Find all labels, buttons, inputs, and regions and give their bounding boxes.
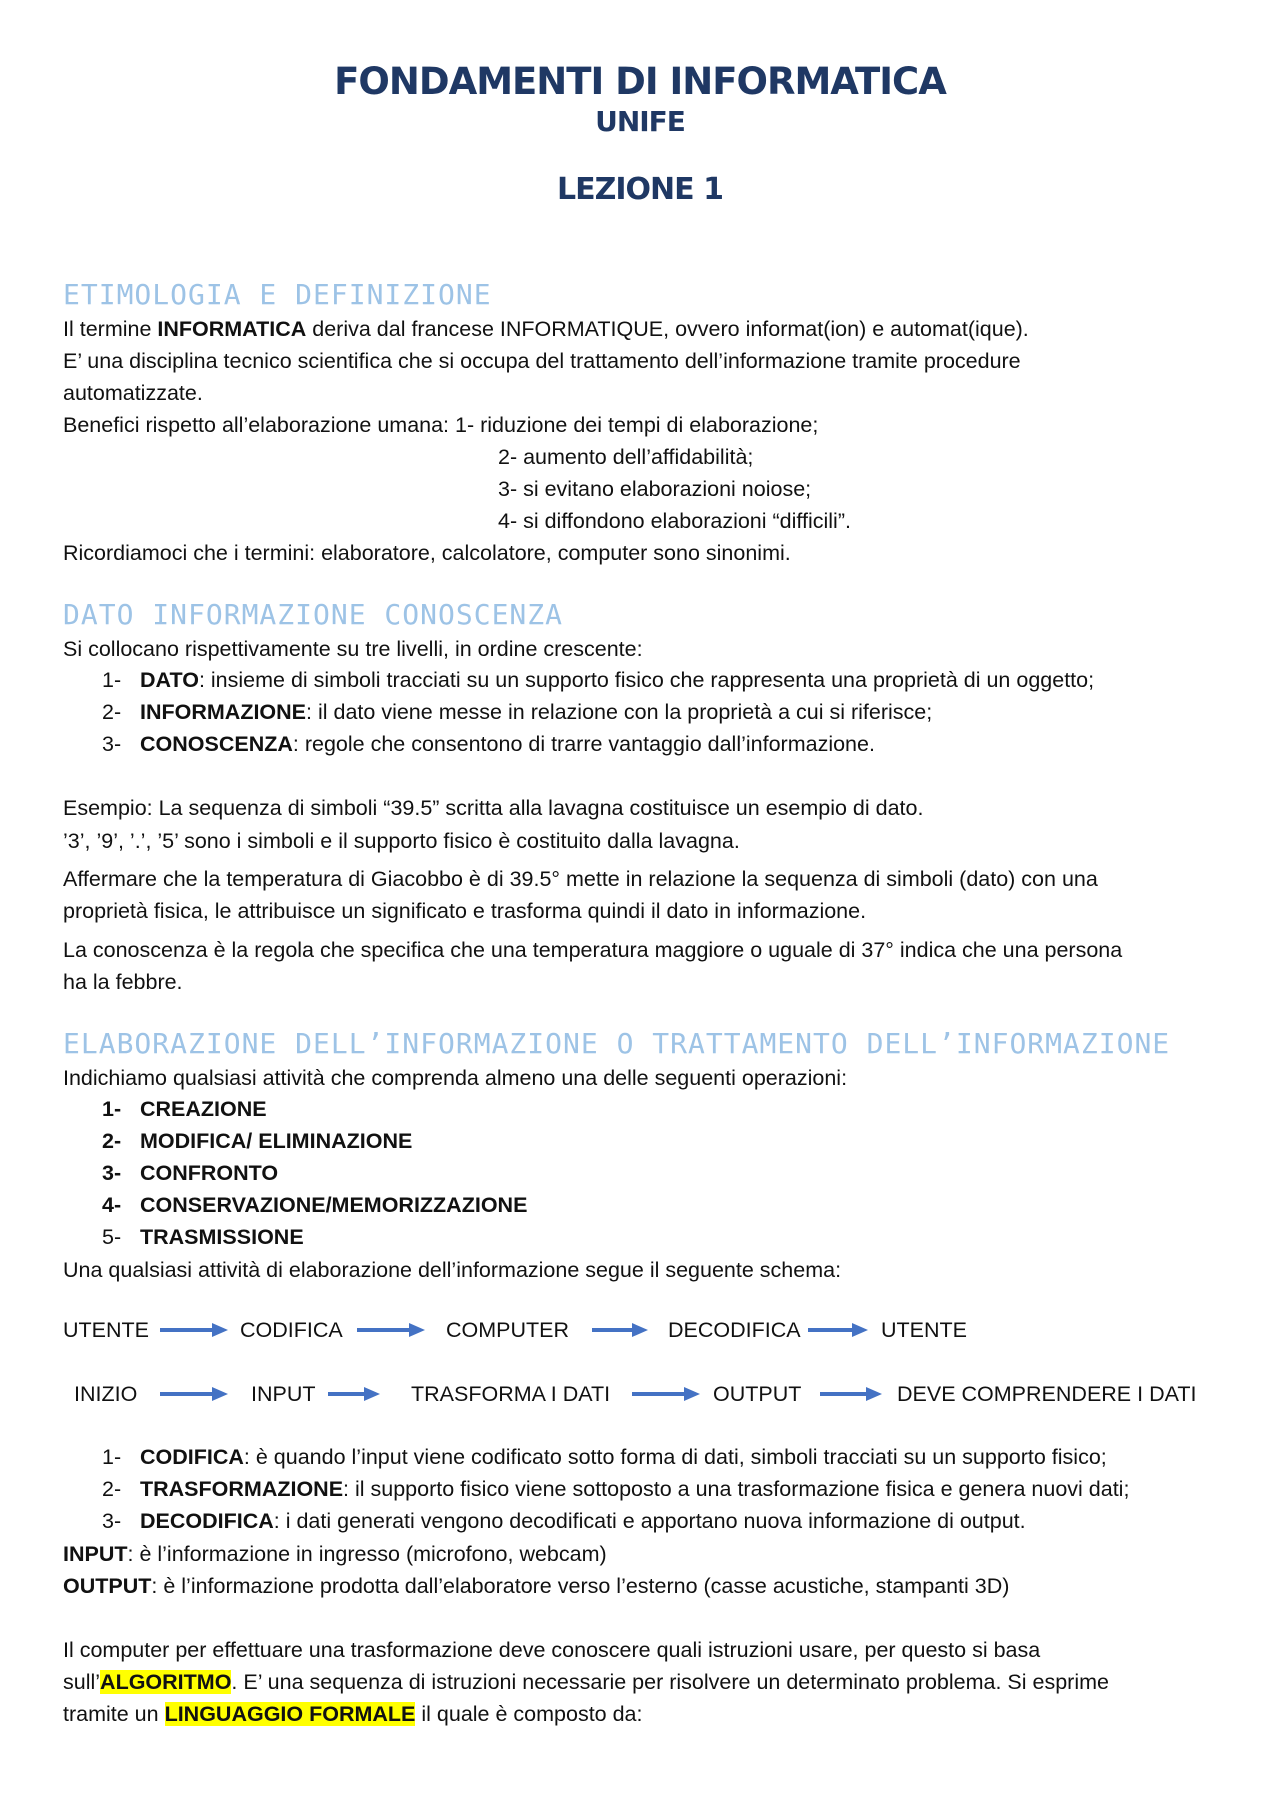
bold-term: INFORMATICA [157,317,307,341]
text: : è l’informazione prodotta dall’elaboratore verso l’esterno (casse acustiche, stampanti 3D) [151,1574,1010,1598]
text: il quale è composto da: [415,1702,643,1726]
benefit-item: 1- riduzione dei tempi di elaborazione; [455,413,819,437]
bold-term: CONOSCENZA [140,732,293,756]
operation-item [102,1161,278,1186]
paragraph-line: ha la febbre. [63,970,183,994]
list-item [102,732,875,757]
paragraph-line [63,316,1029,342]
flow-node: INPUT [251,1382,316,1406]
paragraph-line: Affermare che la temperatura di Giacobbo è di 39.5° mette in relazione la sequenza di simboli (dato) con una [63,867,1098,891]
bold-term: CREAZIONE [140,1097,267,1121]
paragraph-line: automatizzate. [63,381,203,405]
text: sull’ [63,1670,101,1694]
list-item [102,1445,1107,1470]
benefit-item: 2- aumento dell’affidabilità; [498,445,754,469]
flow-node: INIZIO [74,1382,138,1406]
flow-node: CODIFICA [240,1318,343,1342]
text: Il termine [63,317,158,341]
arrow-right-icon [357,1320,425,1340]
text: : è l’informazione in ingresso (microfono, webcam) [127,1542,607,1566]
list-item [102,1477,1129,1502]
list-number: 3- [102,1509,122,1533]
text: : è quando l’input viene codificato sotto forma di dati, simboli tracciati su un supporto fisico; [243,1445,1107,1469]
bold-term: CONSERVAZIONE/MEMORIZZAZIONE [140,1193,528,1217]
paragraph-line: Indichiamo qualsiasi attività che comprenda almeno una delle seguenti operazioni: [63,1066,848,1090]
arrow-right-icon [632,1384,700,1404]
flow-node: COMPUTER [446,1318,570,1342]
bold-term: MODIFICA/ ELIMINAZIONE [140,1129,413,1153]
list-item [102,668,1094,693]
bold-term: OUTPUT [63,1574,152,1598]
text: Benefici rispetto all’elaborazione umana: [63,413,456,437]
lesson-title: LEZIONE 1 [557,172,723,207]
highlighted-term: ALGORITMO [100,1670,232,1694]
definition-line [63,1541,607,1567]
definition-line [63,1573,1009,1599]
paragraph-line: Una qualsiasi attività di elaborazione dell’informazione segue il seguente schema: [63,1258,842,1282]
flow-node: OUTPUT [713,1382,802,1406]
bold-term: TRASMISSIONE [140,1225,304,1249]
paragraph-line: Il computer per effettuare una trasformazione deve conoscere quali istruzioni usare, per questo si basa [63,1638,1041,1662]
example-line: ’3’, ’9’, ’.’, ’5’ sono i simboli e il supporto fisico è costituito dalla lavagna. [63,829,740,853]
text: deriva dal francese INFORMATIQUE, ovvero informat(ion) e automat(ique). [306,317,1029,341]
paragraph-line [63,1701,643,1727]
bold-term: TRASFORMAZIONE [140,1477,344,1501]
bold-term: CONFRONTO [140,1161,279,1185]
bold-term: DECODIFICA [140,1509,274,1533]
text: : il dato viene messe in relazione con la proprietà a cui si riferisce; [306,700,933,724]
arrow-right-icon [808,1320,868,1340]
operation-item [102,1193,527,1218]
benefits-line [63,412,818,438]
operation-item [102,1129,412,1154]
arrow-right-icon [820,1384,882,1404]
paragraph-line: E’ una disciplina tecnico scientifica che si occupa del trattamento dell’informazione tramite procedure [63,349,1021,373]
paragraph-line: Ricordiamoci che i termini: elaboratore, calcolatore, computer sono sinonimi. [63,541,791,565]
bold-term: INPUT [63,1542,128,1566]
document-subtitle: UNIFE [595,105,685,138]
paragraph-line: proprietà fisica, le attribuisce un significato e trasforma quindi il dato in informazione. [63,899,867,923]
paragraph-line: La conoscenza è la regola che specifica che una temperatura maggiore o uguale di 37° indica che una persona [63,938,1123,962]
benefit-item: 4- si diffondono elaborazioni “difficili”. [498,509,851,533]
list-number: 5- [102,1225,122,1249]
list-number: 2- [102,1129,122,1153]
flow-node: UTENTE [881,1318,967,1342]
list-number: 3- [102,732,122,756]
text: : insieme di simboli tracciati su un supporto fisico che rappresenta una proprietà di un oggetto; [198,668,1095,692]
list-number: 1- [102,1097,122,1121]
text: : i dati generati vengono decodificati e apportano nuova informazione di output. [273,1509,1026,1533]
arrow-right-icon [160,1320,228,1340]
list-number: 4- [102,1193,122,1217]
text: tramite un [63,1702,165,1726]
list-number: 3- [102,1161,122,1185]
section-heading-etimologia: ETIMOLOGIA E DEFINIZIONE [63,278,492,311]
operation-item [102,1225,304,1250]
list-number: 2- [102,1477,122,1501]
arrow-right-icon [160,1384,228,1404]
list-number: 1- [102,668,122,692]
list-item [102,1509,1026,1534]
paragraph-line: Si collocano rispettivamente su tre livelli, in ordine crescente: [63,637,643,661]
bold-term: INFORMAZIONE [140,700,307,724]
arrow-right-icon [592,1320,648,1340]
list-number: 2- [102,700,122,724]
paragraph-line [63,1669,1109,1695]
text: : regole che consentono di trarre vantaggio dall’informazione. [292,732,875,756]
list-item [102,700,932,725]
highlighted-term: LINGUAGGIO FORMALE [164,1702,416,1726]
section-heading-elaborazione: ELABORAZIONE DELL’INFORMAZIONE O TRATTAMENTO DELL’INFORMAZIONE [63,1027,1171,1060]
text: . E’ una sequenza di istruzioni necessarie per risolvere un determinato problema. Si esprime [231,1670,1109,1694]
flow-node: TRASFORMA I DATI [411,1382,611,1406]
section-heading-dato: DATO INFORMAZIONE CONOSCENZA [63,598,564,631]
arrow-right-icon [328,1384,380,1404]
example-line: Esempio: La sequenza di simboli “39.5” scritta alla lavagna costituisce un esempio di dato. [63,796,924,820]
benefit-item: 3- si evitano elaborazioni noiose; [498,477,812,501]
document-title: FONDAMENTI DI INFORMATICA [334,60,946,103]
text: : il supporto fisico viene sottoposto a una trasformazione fisica e genera nuovi dati; [343,1477,1130,1501]
operation-item [102,1097,267,1122]
flow-node: UTENTE [63,1318,149,1342]
flow-node: DECODIFICA [668,1318,801,1342]
flow-node: DEVE COMPRENDERE I DATI [897,1382,1197,1406]
bold-term: DATO [140,668,199,692]
bold-term: CODIFICA [140,1445,244,1469]
list-number: 1- [102,1445,122,1469]
